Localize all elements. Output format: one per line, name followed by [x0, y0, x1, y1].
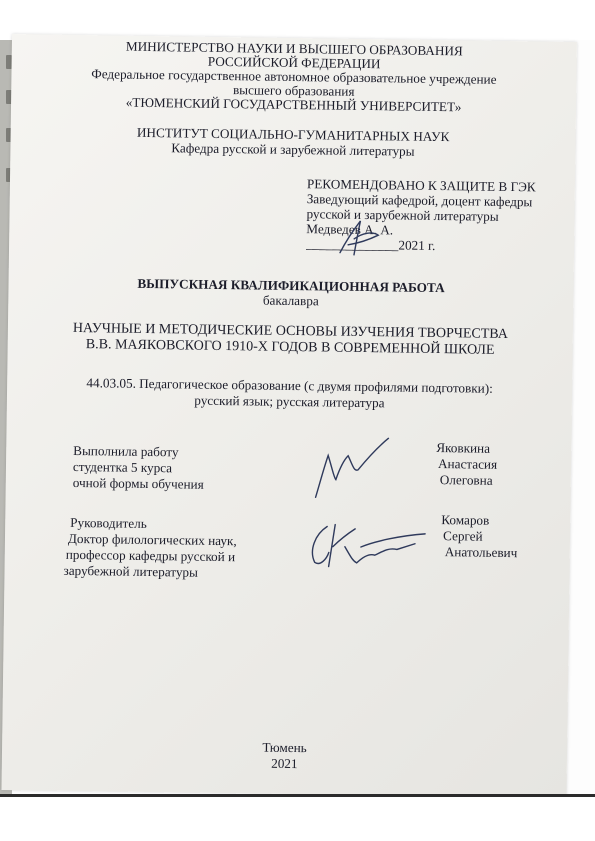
- institute-name: ИНСТИТУТ СОЦИАЛЬНО-ГУМАНИТАРНЫХ НАУК: [136, 124, 450, 145]
- student-role-line-2: студентка 5 курса: [72, 458, 173, 476]
- supervisor-role-line-2: Доктор филологических наук,: [67, 530, 237, 549]
- supervisor-surname: Комаров: [441, 512, 490, 528]
- supervisor-signature: [304, 516, 435, 578]
- student-role-line-3: очной формы обучения: [72, 474, 204, 492]
- supervisor-role-line-3: профессор кафедры русской и: [65, 546, 236, 565]
- supervisor-role-line-4: зарубежной литературы: [63, 562, 199, 580]
- institution-line-2: высшего образования: [232, 82, 355, 99]
- work-degree: бакалавра: [262, 292, 319, 309]
- work-type: ВЫПУСКНАЯ КВАЛИФИКАЦИОННАЯ РАБОТА: [137, 275, 445, 296]
- approval-line-2: русской и зарубежной литературы: [306, 206, 499, 224]
- supervisor-patronymic: Анатольевич: [444, 544, 518, 561]
- supervisor-first-name: Сергей: [442, 528, 483, 544]
- work-title-line-1: НАУЧНЫЕ И МЕТОДИЧЕСКИЕ ОСНОВЫ ИЗУЧЕНИЯ ТВОРЧЕСТВА: [72, 320, 509, 343]
- student-surname: Яковкина: [436, 440, 491, 456]
- year: 2021: [271, 755, 298, 772]
- student-role-line-1: Выполнила работу: [73, 442, 179, 460]
- head-signature: [334, 217, 385, 260]
- institution-line-1: Федеральное государственное автономное образовательное учреждение: [91, 66, 497, 87]
- ministry-line-2: РОССИЙСКОЙ ФЕДЕРАЦИИ: [207, 53, 381, 72]
- supervisor-role-line-1: Руководитель: [70, 514, 147, 531]
- student-first-name: Анастасия: [437, 456, 498, 472]
- title-page-sheet: [1, 34, 577, 798]
- student-signature: [306, 433, 397, 504]
- city: Тюмень: [262, 739, 307, 756]
- university-name: «ТЮМЕНСКИЙ ГОСУДАРСТВЕННЫЙ УНИВЕРСИТЕТ»: [125, 94, 462, 115]
- ministry-line-1: МИНИСТЕРСТВО НАУКИ И ВЫСШЕГО ОБРАЗОВАНИЯ: [125, 38, 463, 59]
- specialty-line-1: 44.03.05. Педагогическое образование (с двумя профилями подготовки):: [86, 375, 493, 396]
- top-margin: [0, 0, 595, 40]
- approval-date-line: ______________2021 г.: [306, 236, 436, 253]
- work-title-line-2: В.В. МАЯКОВСКОГО 1910-Х ГОДОВ В СОВРЕМЕННОЙ ШКОЛЕ: [85, 337, 495, 358]
- specialty-line-2: русский язык; русская литература: [194, 392, 385, 411]
- bottom-margin: [0, 797, 595, 841]
- approval-head-name: Медведев А. А.: [306, 221, 394, 238]
- department-name: Кафедра русской и зарубежной литературы: [171, 140, 415, 159]
- student-patronymic: Олеговна: [439, 472, 493, 488]
- approval-line-1: Заведующий кафедрой, доцент кафедры: [306, 191, 533, 210]
- approval-title: РЕКОМЕНДОВАНО К ЗАЩИТЕ В ГЭК: [306, 176, 536, 195]
